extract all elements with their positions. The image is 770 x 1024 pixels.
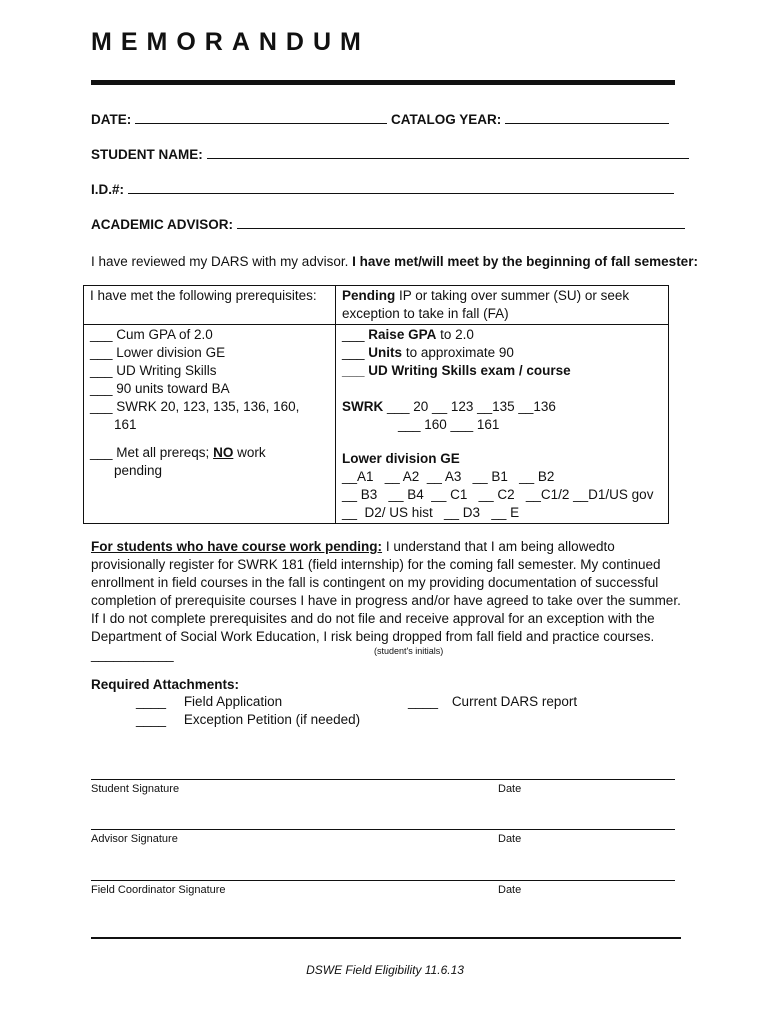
met-all-suffix: work — [237, 445, 266, 460]
right-header-rest: IP or taking over summer (SU) or seek — [399, 288, 630, 303]
pending-label: Pending — [342, 288, 396, 303]
list-item-swrk[interactable]: ___ SWRK 20, 123, 135, 136, 160, — [90, 399, 300, 414]
table-header-row — [84, 286, 669, 325]
student-date-label: Date — [498, 783, 522, 795]
coordinator-signature-line[interactable] — [91, 880, 675, 881]
intro-plain: I have reviewed my DARS with my advisor. — [91, 254, 349, 269]
id-input-line[interactable] — [128, 181, 674, 194]
met-all-cont: pending — [114, 463, 163, 478]
list-item-lower-ge[interactable]: ___ Lower division GE — [90, 345, 226, 360]
initials-caption: (student's initials) — [374, 646, 444, 656]
catalog-year-input-line[interactable] — [505, 111, 669, 124]
student-name-field — [91, 146, 689, 162]
ge-header: Lower division GE — [342, 451, 460, 466]
gpa-bold: Raise GPA — [368, 327, 437, 342]
list-item-ud-writing[interactable]: ___ UD Writing Skills — [90, 363, 217, 378]
date-field — [91, 111, 669, 127]
attachments-heading: Required Attachments: — [91, 677, 240, 692]
intro-bold: I have met/will meet by the beginning of fall semester: — [352, 254, 698, 269]
bottom-divider — [91, 937, 681, 939]
table-body-row — [84, 325, 669, 524]
units-bold: Units — [368, 345, 403, 360]
right-header — [342, 287, 662, 305]
met-all-prefix: ___ Met all prereqs; — [90, 445, 210, 460]
student-name-input-line[interactable] — [207, 146, 689, 159]
intro-statement — [91, 253, 698, 271]
right-body-cell — [336, 325, 669, 524]
swrk-line2[interactable]: ___ 160 ___ 161 — [398, 417, 500, 432]
initials-blank[interactable]: ___________ — [91, 647, 174, 662]
date-label: DATE: — [91, 112, 132, 127]
attachment-field-application[interactable] — [136, 693, 282, 711]
coordinator-date-label: Date — [498, 884, 522, 896]
attachment-blank-2: ____ — [136, 712, 167, 727]
right-header-line2: exception to take in fall (FA) — [342, 306, 509, 321]
right-header-cell — [336, 286, 669, 325]
prerequisites-table — [83, 285, 669, 524]
list-item-swrk-cont: 161 — [114, 417, 137, 432]
advisor-signature-label: Advisor Signature — [91, 833, 178, 845]
list-item-met-all[interactable] — [90, 444, 329, 462]
attachment-current-dars[interactable] — [408, 693, 577, 711]
student-signature-line[interactable] — [91, 779, 675, 780]
ge-line-1[interactable]: __A1 __ A2 __ A3 __ B1 __ B2 — [342, 469, 555, 484]
field-application-label: Field Application — [183, 694, 283, 709]
left-body-cell — [84, 325, 336, 524]
advisor-date-label: Date — [498, 833, 522, 845]
student-signature-label: Student Signature — [91, 783, 180, 795]
catalog-year-label: CATALOG YEAR: — [391, 112, 502, 127]
pending-note-body: I understand that I am being allowedto provisionally register for SWRK 181 (field internship) for the coming fall semester. My continued enrollment in field courses in the fall is contingent on my providing documentation of successful completion of prerequisite courses I have in progress and/or have agreed to take over the summer. If I do not complete prerequisites and do not file and receive approval for an exception with the Department of Social Work Education, I risk being dropped from fall field and practice courses. — [91, 539, 681, 644]
advisor-signature-line[interactable] — [91, 829, 675, 830]
list-item-swrk-pending[interactable] — [342, 398, 662, 416]
coordinator-signature-label: Field Coordinator Signature — [91, 884, 226, 896]
title-divider — [91, 80, 675, 85]
met-all-no: NO — [213, 445, 234, 460]
gpa-rest: to 2.0 — [440, 327, 474, 342]
swrk-rest: ___ 20 __ 123 __135 __136 — [387, 399, 556, 414]
attachment-blank-1: ____ — [136, 694, 167, 709]
advisor-input-line[interactable] — [237, 216, 685, 229]
ge-line-3[interactable]: __ D2/ US hist __ D3 __ E — [342, 505, 520, 520]
advisor-label: ACADEMIC ADVISOR: — [91, 217, 234, 232]
date-input-line[interactable] — [135, 111, 387, 124]
list-item-writing-exam[interactable]: ___ UD Writing Skills exam / course — [342, 363, 571, 378]
ge-line-2[interactable]: __ B3 __ B4 __ C1 __ C2 __C1/2 __D1/US gov — [342, 487, 654, 502]
id-field — [91, 181, 674, 197]
gpa-blank: ___ — [342, 327, 365, 342]
list-item-90-units[interactable]: ___ 90 units toward BA — [90, 381, 230, 396]
page-title: MEMORANDUM — [91, 28, 370, 56]
footer-text: DSWE Field Eligibility 11.6.13 — [306, 963, 464, 977]
swrk-bold: SWRK — [342, 399, 384, 414]
list-item-units[interactable] — [342, 344, 662, 362]
attachment-exception-petition[interactable] — [136, 711, 360, 729]
left-header: I have met the following prerequisites: — [90, 288, 317, 303]
attachment-blank-3: ____ — [408, 694, 439, 709]
exception-petition-label: Exception Petition (if needed) — [183, 712, 361, 727]
current-dars-label: Current DARS report — [451, 694, 578, 709]
list-item-raise-gpa[interactable] — [342, 326, 662, 344]
units-rest: to approximate 90 — [405, 345, 514, 360]
left-header-cell — [84, 286, 336, 325]
list-item-gpa[interactable]: ___ Cum GPA of 2.0 — [90, 327, 213, 342]
student-name-label: STUDENT NAME: — [91, 147, 203, 162]
pending-note-lead: For students who have course work pending: — [91, 539, 383, 554]
units-blank: ___ — [342, 345, 365, 360]
advisor-field — [91, 216, 685, 232]
id-label: I.D.#: — [91, 182, 125, 197]
